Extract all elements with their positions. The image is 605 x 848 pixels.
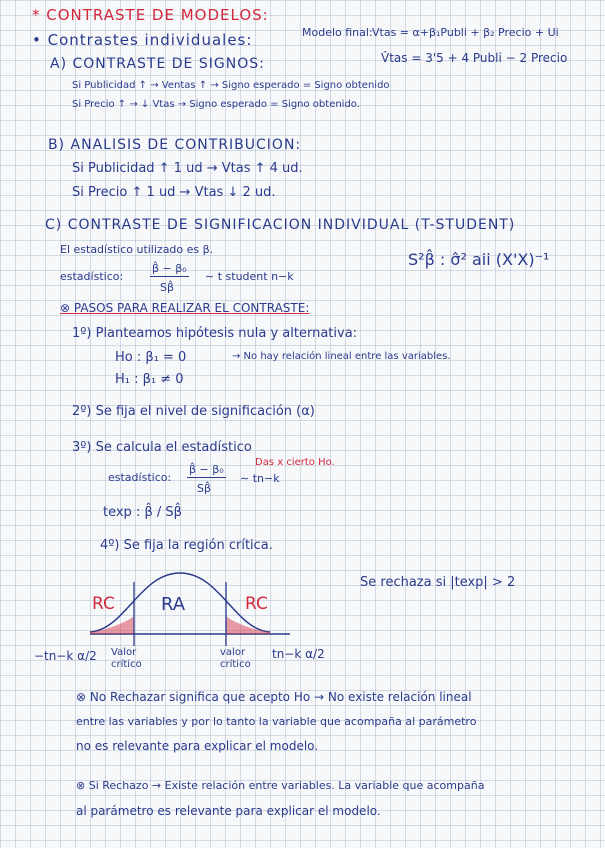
section-a-line-2: Si Precio ↑ → ↓ Vtas → Signo esperado = Signo obtenido. <box>72 99 360 110</box>
section-c-line-1: El estadístico utilizado es β. <box>60 243 214 256</box>
section-a-title: A) CONTRASTE DE SIGNOS: <box>50 56 265 72</box>
statistic-distribution: ∼ t student n−k <box>205 270 294 283</box>
step-1: 1º) Planteamos hipótesis nula y alternativa: <box>72 326 358 341</box>
model-final-label: Modelo final: <box>302 26 373 39</box>
statistic-denominator: Sβ̂ <box>160 281 175 294</box>
t-critical-right: tn−k α/2 <box>272 647 325 661</box>
t-exp-formula: texp : β̂ / Sβ̂ <box>103 505 182 520</box>
statistic-3-note: Das x cierto Ho. <box>255 457 335 468</box>
page-title: * CONTRASTE DE MODELOS: <box>32 6 269 24</box>
critical-value-left: Valor crítico <box>111 647 142 670</box>
section-a-line-1: Si Publicidad ↑ → Ventas ↑ → Signo esperado = Signo obtenido <box>72 80 390 91</box>
critical-value-right: valor crítico <box>220 647 251 670</box>
statistic-3-denominator: Sβ̂ <box>197 482 212 495</box>
statistic-3-numerator: β̂ − β₀ <box>189 463 224 476</box>
rejection-rule: Se rechaza si |texp| > 2 <box>360 575 516 590</box>
reject-region-right: RC <box>245 594 268 614</box>
conclusion-2-line-1: ⊗ Si Rechazo → Existe relación entre variables. La variable que acompaña <box>76 779 485 792</box>
t-critical-left: −tn−k α/2 <box>34 649 97 663</box>
accept-region: RA <box>161 594 186 615</box>
alt-hypothesis: H₁ : β₁ ≠ 0 <box>115 372 184 387</box>
individual-contrasts-heading: • Contrastes individuales: <box>32 31 253 49</box>
step-2: 2º) Se fija el nivel de significación (α) <box>72 404 315 419</box>
conclusion-2-line-2: al parámetro es relevante para explicar el modelo. <box>76 804 381 818</box>
estimated-model-equation: V̂tas = 3'5 + 4 Publi − 2 Precio <box>381 51 568 65</box>
conclusion-1-line-1: ⊗ No Rechazar significa que acepto Ho → No existe relación lineal <box>76 690 472 704</box>
statistic-label: estadístico: <box>60 270 124 283</box>
conclusion-1-line-2: entre las variables y por lo tanto la variable que acompaña al parámetro <box>76 715 477 728</box>
section-b-line-2: Si Precio ↑ 1 ud → Vtas ↓ 2 ud. <box>72 185 276 200</box>
model-equation: Vtas = α+β₁Publi + β₂ Precio + Ui <box>372 26 559 39</box>
section-b-line-1: Si Publicidad ↑ 1 ud → Vtas ↑ 4 ud. <box>72 161 303 176</box>
variance-formula: S²β̂ : σ̂² aii (X'X)⁻¹ <box>408 250 550 269</box>
section-b-title: B) ANALISIS DE CONTRIBUCION: <box>48 137 302 153</box>
statistic-3-distribution: ∼ tn−k <box>240 472 280 485</box>
statistic-3-label: estadístico: <box>108 471 172 484</box>
step-4: 4º) Se fija la región crítica. <box>100 538 273 553</box>
reject-region-left: RC <box>92 594 115 614</box>
statistic-numerator: β̂ − β₀ <box>152 262 187 275</box>
null-hypothesis: Ho : β₁ = 0 <box>115 350 187 365</box>
step-3: 3º) Se calcula el estadístico <box>72 440 252 455</box>
steps-title: ⊗ PASOS PARA REALIZAR EL CONTRASTE: <box>60 301 310 315</box>
conclusion-1-line-3: no es relevante para explicar el modelo. <box>76 739 319 753</box>
section-c-title: C) CONTRASTE DE SIGNIFICACION INDIVIDUAL (T-STUDENT) <box>45 217 516 233</box>
null-hypothesis-note: → No hay relación lineal entre las variables. <box>232 351 451 362</box>
